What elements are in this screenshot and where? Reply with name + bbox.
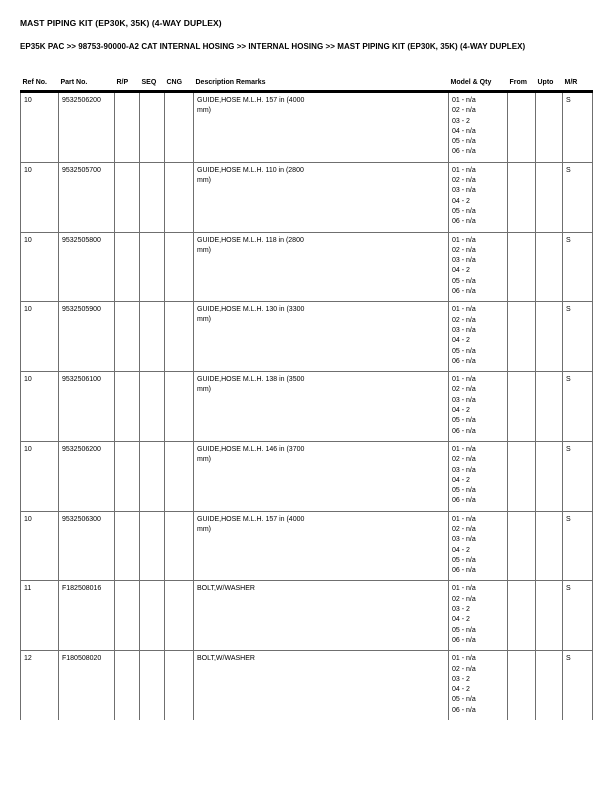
model-qty-line: 04 - 2 (452, 197, 470, 205)
cell-from (508, 581, 536, 651)
cell-rp (115, 372, 140, 442)
description-text: GUIDE,HOSE M.L.H. 130 in (3300 mm) (197, 306, 305, 324)
model-qty-line: 03 - n/a (452, 466, 476, 474)
header-upto: Upto (536, 77, 563, 92)
cell-description (194, 651, 449, 720)
cell-model-qty (449, 162, 508, 232)
description-text: GUIDE,HOSE M.L.H. 118 in (2800 mm) (197, 236, 304, 254)
cell-rp (115, 92, 140, 163)
model-qty-line: 05 - n/a (452, 207, 476, 215)
cell-from (508, 302, 536, 372)
cell-mr: S (563, 162, 593, 232)
cell-mr: S (563, 232, 593, 302)
model-qty-line: 03 - 2 (452, 606, 470, 614)
description-text: GUIDE,HOSE M.L.H. 110 in (2800 mm) (197, 166, 304, 184)
cell-rp (115, 232, 140, 302)
cell-rp (115, 162, 140, 232)
table-row (21, 92, 593, 163)
description-text: BOLT,W/WASHER (197, 655, 255, 663)
model-qty-line: 05 - n/a (452, 626, 476, 634)
model-qty-line: 05 - n/a (452, 138, 476, 146)
model-qty-line: 04 - 2 (452, 546, 470, 554)
cell-from (508, 92, 536, 163)
cell-part-no: 9532505700 (59, 162, 115, 232)
cell-rp (115, 581, 140, 651)
cell-mr: S (563, 581, 593, 651)
model-qty-line: 06 - n/a (452, 427, 476, 435)
model-qty-line: 01 - n/a (452, 376, 476, 384)
cell-model-qty (449, 302, 508, 372)
cell-model-qty (449, 441, 508, 511)
header-cng: CNG (165, 77, 194, 92)
cell-description (194, 302, 449, 372)
page-title: MAST PIPING KIT (EP30K, 35K) (4-WAY DUPLEX) (20, 18, 222, 28)
model-qty-line: 02 - n/a (452, 316, 476, 324)
model-qty-line: 02 - n/a (452, 665, 476, 673)
table-row (21, 162, 593, 232)
model-qty-line: 05 - n/a (452, 417, 476, 425)
cell-from (508, 372, 536, 442)
header-rp: R/P (115, 77, 140, 92)
model-qty-line: 01 - n/a (452, 306, 476, 314)
cell-mr: S (563, 302, 593, 372)
cell-cng (165, 92, 194, 163)
cell-seq (140, 372, 165, 442)
model-qty-line: 02 - n/a (452, 595, 476, 603)
model-qty-line: 04 - n/a (452, 127, 476, 135)
cell-cng (165, 511, 194, 581)
model-qty-line: 03 - 2 (452, 117, 470, 125)
cell-rp (115, 302, 140, 372)
header-from: From (508, 77, 536, 92)
cell-seq (140, 162, 165, 232)
cell-mr: S (563, 372, 593, 442)
header-ref-no: Ref No. (21, 77, 59, 92)
cell-upto (536, 232, 563, 302)
cell-cng (165, 441, 194, 511)
header-mr: M/R (563, 77, 593, 92)
model-qty-line: 01 - n/a (452, 166, 476, 174)
model-qty-line: 03 - n/a (452, 257, 476, 265)
cell-part-no: 9532506100 (59, 372, 115, 442)
model-qty-line: 02 - n/a (452, 386, 476, 394)
cell-ref-no: 10 (21, 302, 59, 372)
cell-model-qty (449, 372, 508, 442)
cell-ref-no: 10 (21, 441, 59, 511)
cell-upto (536, 511, 563, 581)
cell-rp (115, 651, 140, 720)
cell-model-qty (449, 511, 508, 581)
header-model-qty: Model & Qty (449, 77, 508, 92)
model-qty-line: 06 - n/a (452, 636, 476, 644)
model-qty-line: 02 - n/a (452, 177, 476, 185)
cell-part-no: F180508020 (59, 651, 115, 720)
cell-cng (165, 232, 194, 302)
cell-upto (536, 372, 563, 442)
model-qty-line: 06 - n/a (452, 357, 476, 365)
table-row (21, 651, 593, 720)
model-qty-line: 02 - n/a (452, 107, 476, 115)
model-qty-line: 05 - n/a (452, 347, 476, 355)
cell-ref-no: 10 (21, 162, 59, 232)
parts-table (20, 77, 593, 720)
description-text: GUIDE,HOSE M.L.H. 138 in (3500 mm) (197, 376, 305, 394)
cell-seq (140, 232, 165, 302)
model-qty-line: 02 - n/a (452, 456, 476, 464)
cell-mr: S (563, 92, 593, 163)
cell-rp (115, 511, 140, 581)
cell-seq (140, 441, 165, 511)
model-qty-line: 01 - n/a (452, 515, 476, 523)
cell-cng (165, 162, 194, 232)
cell-model-qty (449, 581, 508, 651)
model-qty-line: 03 - n/a (452, 396, 476, 404)
model-qty-line: 01 - n/a (452, 236, 476, 244)
cell-seq (140, 511, 165, 581)
model-qty-line: 04 - 2 (452, 616, 470, 624)
model-qty-line: 04 - 2 (452, 686, 470, 694)
table-row (21, 441, 593, 511)
table-row (21, 372, 593, 442)
breadcrumb: EP35K PAC >> 98753-90000-A2 CAT INTERNAL HOSING >> INTERNAL HOSING >> MAST PIPING KIT (EP30K, 35K) (4-WAY DUPLEX) (20, 42, 526, 51)
model-qty-line: 05 - n/a (452, 556, 476, 564)
cell-from (508, 441, 536, 511)
cell-seq (140, 581, 165, 651)
cell-from (508, 511, 536, 581)
model-qty-line: 01 - n/a (452, 585, 476, 593)
cell-seq (140, 651, 165, 720)
header-part-no: Part No. (59, 77, 115, 92)
header-seq: SEQ (140, 77, 165, 92)
model-qty-line: 06 - n/a (452, 567, 476, 575)
cell-cng (165, 302, 194, 372)
table-row (21, 511, 593, 581)
table-row (21, 302, 593, 372)
model-qty-line: 01 - n/a (452, 655, 476, 663)
cell-ref-no: 10 (21, 232, 59, 302)
model-qty-line: 02 - n/a (452, 525, 476, 533)
model-qty-line: 05 - n/a (452, 277, 476, 285)
model-qty-line: 05 - n/a (452, 487, 476, 495)
header-description: Description Remarks (194, 77, 449, 92)
cell-model-qty (449, 232, 508, 302)
cell-upto (536, 302, 563, 372)
cell-description (194, 232, 449, 302)
cell-seq (140, 302, 165, 372)
cell-mr: S (563, 441, 593, 511)
table-row (21, 232, 593, 302)
model-qty-line: 06 - n/a (452, 218, 476, 226)
cell-upto (536, 92, 563, 163)
cell-seq (140, 92, 165, 163)
model-qty-line: 03 - n/a (452, 326, 476, 334)
cell-mr: S (563, 651, 593, 720)
cell-description (194, 511, 449, 581)
cell-part-no: 9532506200 (59, 441, 115, 511)
cell-ref-no: 12 (21, 651, 59, 720)
cell-part-no: 9532506200 (59, 92, 115, 163)
model-qty-line: 03 - n/a (452, 536, 476, 544)
cell-from (508, 651, 536, 720)
cell-description (194, 372, 449, 442)
cell-ref-no: 10 (21, 92, 59, 163)
cell-part-no: 9532506300 (59, 511, 115, 581)
cell-mr: S (563, 511, 593, 581)
description-text: GUIDE,HOSE M.L.H. 157 in (4000 mm) (197, 97, 305, 114)
cell-description (194, 581, 449, 651)
model-qty-line: 01 - n/a (452, 445, 476, 453)
cell-ref-no: 10 (21, 372, 59, 442)
model-qty-line: 03 - n/a (452, 187, 476, 195)
cell-from (508, 232, 536, 302)
cell-ref-no: 11 (21, 581, 59, 651)
cell-upto (536, 162, 563, 232)
table-header-row (21, 77, 593, 92)
cell-cng (165, 651, 194, 720)
model-qty-line: 04 - 2 (452, 407, 470, 415)
cell-rp (115, 441, 140, 511)
cell-ref-no: 10 (21, 511, 59, 581)
parts-table-body (21, 92, 593, 721)
model-qty-line: 06 - n/a (452, 706, 476, 714)
table-row (21, 581, 593, 651)
description-text: GUIDE,HOSE M.L.H. 157 in (4000 mm) (197, 515, 305, 533)
cell-from (508, 162, 536, 232)
cell-upto (536, 651, 563, 720)
model-qty-line: 04 - 2 (452, 267, 470, 275)
model-qty-line: 04 - 2 (452, 476, 470, 484)
model-qty-line: 06 - n/a (452, 148, 476, 156)
cell-cng (165, 581, 194, 651)
cell-model-qty (449, 92, 508, 163)
cell-model-qty (449, 651, 508, 720)
cell-upto (536, 581, 563, 651)
model-qty-line: 02 - n/a (452, 246, 476, 254)
cell-part-no: 9532505800 (59, 232, 115, 302)
cell-upto (536, 441, 563, 511)
cell-description (194, 441, 449, 511)
model-qty-line: 06 - n/a (452, 288, 476, 296)
model-qty-line: 03 - 2 (452, 675, 470, 683)
model-qty-line: 04 - 2 (452, 337, 470, 345)
cell-cng (165, 372, 194, 442)
cell-description (194, 92, 449, 163)
model-qty-line: 05 - n/a (452, 696, 476, 704)
model-qty-line: 01 - n/a (452, 97, 476, 104)
cell-part-no: 9532505900 (59, 302, 115, 372)
cell-description (194, 162, 449, 232)
cell-part-no: F182508016 (59, 581, 115, 651)
description-text: BOLT,W/WASHER (197, 585, 255, 593)
model-qty-line: 06 - n/a (452, 497, 476, 505)
description-text: GUIDE,HOSE M.L.H. 146 in (3700 mm) (197, 445, 305, 463)
